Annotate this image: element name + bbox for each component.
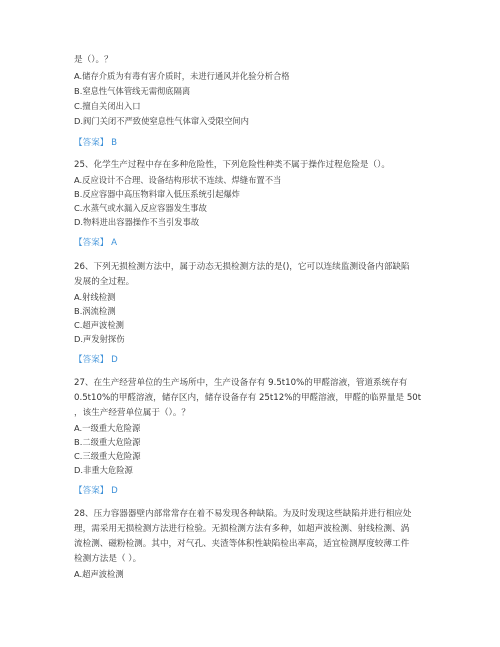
q27-stem-line: ，该生产经营单位属于（）。？ <box>74 408 191 418</box>
q28-stem-line: 检测方法是（ ）。 <box>74 554 142 564</box>
q24-stem-tail: 是（）。？ <box>74 55 113 65</box>
q28-stem-line: 流检测、磁粉检测。其中，对气孔、夹渣等体积性缺陷检出率高，适宜检测厚度较薄工件 <box>74 539 410 549</box>
q25-stem-line: 25、化学生产过程中存在多种危险性，下列危险性种类不属于操作过程危险是（）。 <box>74 160 391 170</box>
q26-option-a: A.射线检测 <box>74 292 116 302</box>
q26-answer: 【答案】 D <box>74 355 118 365</box>
q26-option-c: C.超声波检测 <box>74 320 124 330</box>
q27-option-c: C.三级重大危险源 <box>74 451 141 461</box>
q25-option-b: B.反应容器中高压物料窜入低压系统引起爆炸 <box>74 189 240 199</box>
q27-stem-line: 27、在生产经营单位的生产场所中，生产设备存有 9.5t10%的甲醛溶液，管道系统存有 <box>74 378 408 388</box>
q25-answer: 【答案】 A <box>74 238 117 248</box>
q28-option-a: A.超声波检测 <box>74 569 124 579</box>
q26-option-d: D.声发射探伤 <box>74 334 125 344</box>
q26-stem-line: 发展的全过程。 <box>74 277 135 287</box>
q27-stem-line: 0.5t10%的甲醛溶液，储存区内，储存设备存有 25t12%的甲醛溶液，甲醛的临界量是 50t <box>74 393 422 403</box>
q27-option-a: A.一级重大危险源 <box>74 423 141 433</box>
q25-option-d: D.物料进出容器操作不当引发事故 <box>74 217 200 227</box>
q27-answer: 【答案】 D <box>74 486 118 496</box>
q27-option-d: D.非重大危险源 <box>74 465 133 475</box>
q26-option-b: B.涡流检测 <box>74 306 116 316</box>
q24-option-d: D.阀门关闭不严致使窒息性气体窜入受限空间内 <box>74 116 249 126</box>
q28-stem-line: 28、压力容器器壁内部常常存在着不易发现各种缺陷。为及时发现这些缺陷并进行相应处 <box>74 509 412 519</box>
q28-stem-line: 理，需采用无损检测方法进行检验。无损检测方法有多种，如超声波检测、射线检测、涡 <box>74 524 410 534</box>
q26-stem-line: 26、下列无损检测方法中，属于动态无损检测方法的是()，它可以连续监测设备内部缺陷 <box>74 262 410 272</box>
q24-option-a: A.储存介质为有毒有害介质时，未进行通风并化验分析合格 <box>74 71 290 81</box>
q24-option-b: B.窒息性气体管线无需彻底隔离 <box>74 86 191 96</box>
q27-option-b: B.二级重大危险源 <box>74 437 141 447</box>
q24-option-c: C.擅自关闭出入口 <box>74 101 141 111</box>
q25-option-a: A.反应设计不合理、设备结构形状不连续、焊缝布置不当 <box>74 175 282 185</box>
q24-answer: 【答案】 B <box>74 138 118 148</box>
q25-option-c: C.水蒸气或水漏入反应容器发生事故 <box>74 203 207 213</box>
